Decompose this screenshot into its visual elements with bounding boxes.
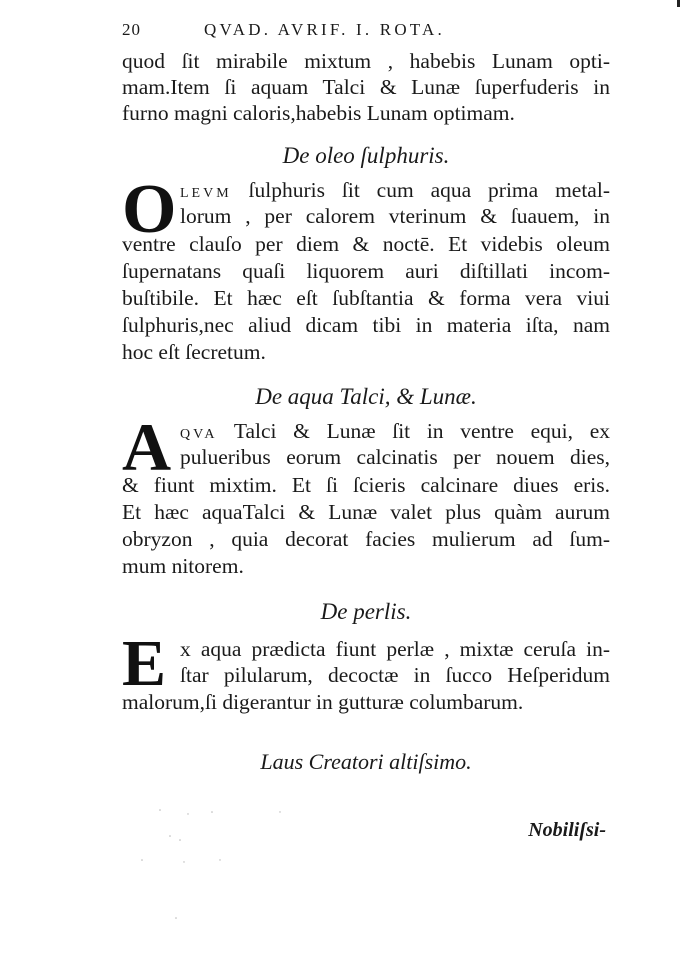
speck [169, 835, 171, 837]
section-heading: De aqua Talci, & Lunæ. [255, 384, 477, 409]
text-line: buſtibile. Et hæc eſt ſubſtantia & forma vera viui [122, 286, 610, 310]
text-line: furno magni caloris,habebis Lunam optimam. [122, 101, 515, 125]
drop-cap-initial: E [122, 627, 167, 700]
catchword: Nobiliſsi- [528, 819, 606, 841]
small-caps-word: QVA [180, 427, 218, 442]
closing-line: Laus Creatori altiſsimo. [260, 749, 472, 774]
text-line [180, 636, 610, 662]
text-line: ſtar pilularum, decoctæ in ſucco Heſperidum [180, 663, 610, 687]
text-line: Et hæc aquaTalci & Lunæ valet plus quàm aurum [122, 500, 610, 524]
text-line: malorum,ſi digerantur in gutturæ columbarum. [122, 690, 524, 714]
text-run: Talci & Lunæ ſit in ventre equi, ex [217, 419, 610, 443]
small-caps-word: LEVM [180, 186, 232, 201]
speck [159, 809, 161, 811]
text-line: ventre clauſo per diem & noctē. Et videbis oleum [122, 232, 610, 256]
text-line: lorum , per calorem vterinum & ſuauem, in [180, 204, 610, 228]
speck [183, 861, 184, 862]
speck [219, 859, 220, 860]
page-number: 20 [122, 20, 141, 39]
corner-ink-mark [677, 0, 680, 7]
section-heading: De perlis. [320, 599, 412, 624]
text-line: quod ſit mirabile mixtum , habebis Lunam opti- [122, 49, 610, 73]
speck [141, 859, 143, 861]
text-run: x [180, 637, 191, 661]
speck [175, 917, 177, 919]
drop-cap-initial: O [122, 171, 177, 248]
text-line: ſupernatans quaſi liquorem auri diſtillati incom- [122, 259, 610, 283]
running-title: QVAD. AVRIF. I. ROTA. [204, 20, 445, 39]
text-line: ſulphuris,nec aliud dicam tibi in materia iſta, nam [122, 313, 610, 337]
text-run: aqua prædicta fiunt perlæ , mixtæ ceruſa in- [190, 637, 610, 661]
paper-specks [140, 800, 320, 940]
running-head [122, 20, 610, 42]
speck [279, 811, 280, 812]
text-line: & fiunt mixtim. Et ſi ſcieris calcinare diues eris. [122, 473, 610, 497]
text-line: obryzon , quia decorat facies mulierum ad ſum- [122, 527, 610, 551]
section-heading: De oleo ſulphuris. [282, 143, 450, 168]
text-line: mum nitorem. [122, 554, 244, 578]
text-line: pulueribus eorum calcinatis per nouem dies, [180, 445, 610, 469]
speck [211, 811, 213, 813]
text-run: ſulphuris ſit cum aqua prima metal- [231, 178, 610, 202]
text-line: mam.Item ſi aquam Talci & Lunæ ſuperfuderis in [122, 75, 610, 99]
text-line: hoc eſt ſecretum. [122, 340, 266, 364]
speck [179, 839, 181, 841]
speck [187, 813, 188, 814]
drop-cap-initial: A [122, 409, 172, 485]
